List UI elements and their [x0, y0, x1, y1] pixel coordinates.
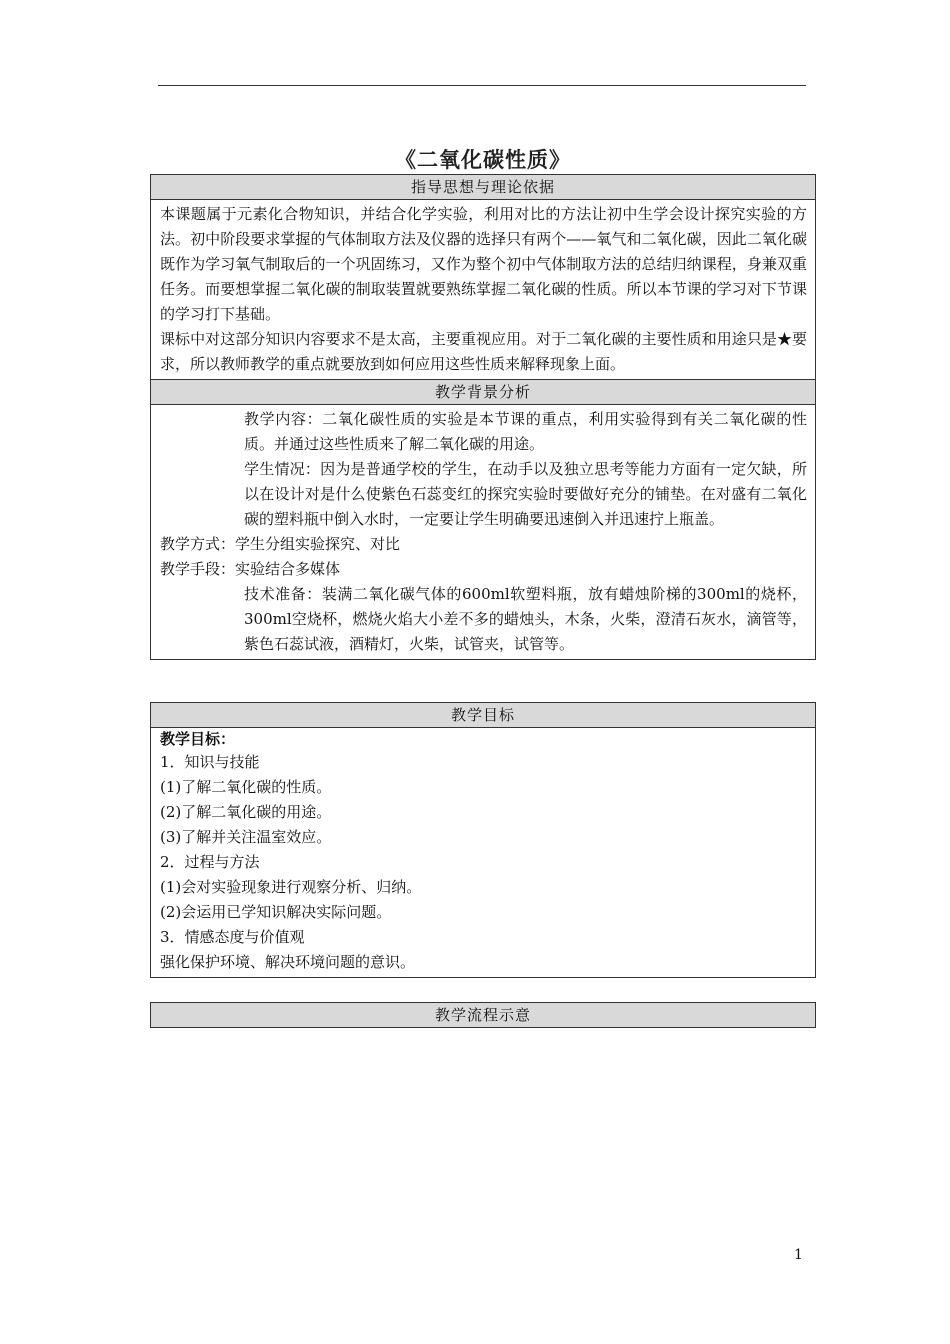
guiding-thought-body [151, 200, 815, 380]
section-header-goals: 教学目标 [151, 703, 815, 728]
background-body [151, 404, 815, 659]
table-guiding-thought [150, 174, 816, 660]
goal-line: (3)了解并关注温室效应。 [160, 828, 332, 846]
student-situation-para: 学生情况：因为是普通学校的学生，在动手以及独立思考等能力方面有一定欠缺，所以在设计对是什么使紫色石蕊变红的探究实验时要做好充分的铺垫。在对盛有二氧化碳的塑料瓶中倒入水时，一定要让学生明确要迅速倒入并迅速拧上瓶盖。 [244, 460, 807, 528]
guiding-paragraph-1: 本课题属于元素化合物知识，并结合化学实验，利用对比的方法让初中生学会设计探究实验的方法。初中阶段要求掌握的气体制取方法及仪器的选择只有两个——氧气和二氧化碳，因此二氧化碳既作为学习氧气制取后的一个巩固练习，又作为整个初中气体制取方法的总结归纳课程，身兼双重任务。而要想掌握二氧化碳的制取装置就要熟练掌握二氧化碳的性质。所以本节课的学习对下节课的学习打下基础。 [160, 205, 807, 323]
document-title: 《二氧化碳性质》 [395, 147, 571, 172]
goal-line: 1．知识与技能 [160, 753, 260, 771]
teaching-means: 教学手段：实验结合多媒体 [160, 560, 341, 578]
guiding-paragraph-2: 课标中对这部分知识内容要求不是太高，主要重视应用。对于二氧化碳的主要性质和用途只是★要求，所以教师教学的重点就要放到如何应用这些性质来解释现象上面。 [160, 330, 807, 373]
goal-line: 强化保护环境、解决环境问题的意识。 [160, 953, 416, 971]
goal-line: 2．过程与方法 [160, 853, 260, 871]
goal-line: (1)会对实验现象进行观察分析、归纳。 [160, 878, 422, 896]
table-teaching-flow [150, 1002, 816, 1028]
tech-prep-para: 技术准备：装满二氧化碳气体的600ml软塑料瓶，放有蜡烛阶梯的300ml的烧杯，300ml空烧杯，燃烧火焰大小差不多的蜡烛头，木条，火柴，澄清石灰水，滴管等，紫色石蕊试液，酒精灯，火柴，试管夹，试管等。 [244, 585, 807, 653]
section-header-flow: 教学流程示意 [151, 1003, 815, 1027]
goal-line: 3．情感态度与价值观 [160, 928, 305, 946]
goals-body [151, 728, 815, 977]
section-header-background: 教学背景分析 [151, 380, 815, 404]
teaching-method: 教学方式：学生分组实验探究、对比 [160, 535, 401, 553]
goal-line: (2)了解二氧化碳的用途。 [160, 803, 332, 821]
goal-line: (2)会运用已学知识解决实际问题。 [160, 903, 392, 921]
goal-line: (1)了解二氧化碳的性质。 [160, 778, 332, 796]
teaching-content-para: 教学内容：二氧化碳性质的实验是本节课的重点，利用实验得到有关二氧化碳的性质。并通过这些性质来了解二氧化碳的用途。 [244, 410, 807, 453]
goals-heading: 教学目标： [160, 730, 236, 748]
page-number: 1 [794, 1247, 803, 1263]
table-teaching-goals [150, 702, 816, 978]
header-rule [158, 85, 806, 86]
section-header-guiding-thought: 指导思想与理论依据 [151, 175, 815, 200]
